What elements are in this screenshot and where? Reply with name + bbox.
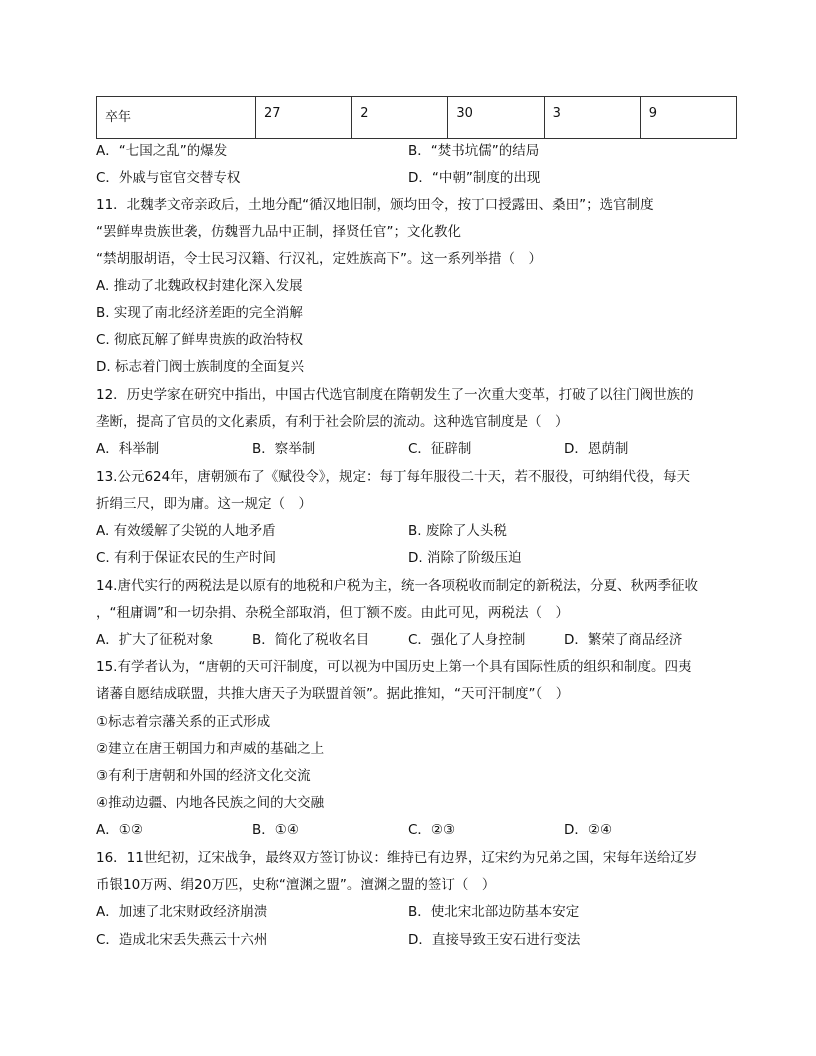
q13-stem-line: 折绢三尺，即为庸。这一规定（ ） [96, 496, 312, 512]
table-cell: 9 [640, 97, 736, 139]
q10-option-d[interactable]: D．“中朝”制度的出现 [408, 170, 541, 186]
q16-stem-line: 16．11世纪初，辽宋战争，最终双方签订协议：维持已有边界，辽宋约为兄弟之国，宋每年送给辽岁 [96, 850, 698, 866]
q12-option-b[interactable]: B．察举制 [252, 441, 316, 457]
q10-option-row [96, 141, 736, 161]
table-cell: 30 [448, 97, 544, 139]
q12-option-a[interactable]: A．科举制 [96, 441, 160, 457]
q12-option-row [96, 439, 736, 459]
q15-option-b[interactable]: B．①④ [252, 822, 299, 838]
q15-stem-line: 诸蕃自愿结成联盟，共推大唐天子为联盟首领”。据此推知，“天可汗制度”（ ） [96, 686, 570, 702]
q13-option-a[interactable]: A. 有效缓解了尖锐的人地矛盾 [96, 523, 276, 539]
q16-option-row [96, 930, 736, 950]
q14-option-row [96, 630, 736, 650]
table-row [97, 97, 737, 139]
q11-stem-line: “罢鲜卑贵族世袭，仿魏晋九品中正制，择贤任官”；文化教化 [96, 224, 461, 240]
q12-option-c[interactable]: C．征辟制 [408, 441, 472, 457]
q13-option-row [96, 548, 736, 568]
q15-statement: ④推动边疆、内地各民族之间的大交融 [96, 795, 325, 811]
q15-option-a[interactable]: A．①② [96, 822, 143, 838]
q15-option-c[interactable]: C．②③ [408, 822, 456, 838]
q11-option-c[interactable]: C. 彻底瓦解了鲜卑贵族的政治特权 [96, 332, 304, 348]
q16-stem-line: 币银10万两、绢20万匹，史称“澶渊之盟”。澶渊之盟的签订（ ） [96, 877, 496, 893]
q15-option-d[interactable]: D．②④ [564, 822, 613, 838]
q10-option-b[interactable]: B．“焚书坑儒”的结局 [408, 143, 540, 159]
q14-stem-line: ，“租庸调”和一切杂捐、杂税全部取消，但丁额不废。由此可见，两税法（ ） [96, 605, 569, 621]
q16-option-c[interactable]: C．造成北宋丢失燕云十六州 [96, 932, 268, 948]
table-cell: 27 [256, 97, 352, 139]
q13-option-row [96, 521, 736, 541]
q15-statement: ①标志着宗藩关系的正式形成 [96, 714, 271, 730]
q16-option-a[interactable]: A．加速了北宋财政经济崩溃 [96, 904, 268, 920]
q16-option-d[interactable]: D．直接导致王安石进行变法 [408, 932, 581, 948]
q15-stem-line: 15.有学者认为，“唐朝的天可汗制度，可以视为中国历史上第一个具有国际性质的组织和制度。四夷 [96, 659, 692, 675]
q12-stem-line: 垄断，提高了官员的文化素质，有利于社会阶层的流动。这种选官制度是（ ） [96, 414, 569, 430]
q11-option-b[interactable]: B. 实现了南北经济差距的完全消解 [96, 305, 303, 321]
q10-option-c[interactable]: C．外戚与宦官交替专权 [96, 170, 241, 186]
q14-option-d[interactable]: D．繁荣了商品经济 [564, 632, 683, 648]
table-cell: 3 [544, 97, 640, 139]
q16-option-b[interactable]: B．使北宋北部边防基本安定 [408, 904, 580, 920]
q16-option-row [96, 902, 736, 922]
q14-option-b[interactable]: B．简化了税收名目 [252, 632, 370, 648]
table-cell: 2 [352, 97, 448, 139]
q10-option-a[interactable]: A．“七国之乱”的爆发 [96, 143, 228, 159]
q13-stem-line: 13.公元624年，唐朝颁布了《赋役令》，规定：每丁每年服役二十天，若不服役，可纳绢代役，每天 [96, 469, 690, 485]
q13-option-d[interactable]: D. 消除了阶级压迫 [408, 550, 522, 566]
q11-stem-line: “禁胡服胡语，令士民习汉籍、行汉礼，定姓族高下”。这一系列举措（ ） [96, 251, 542, 267]
q11-stem-line: 11．北魏孝文帝亲政后，土地分配“循汉地旧制，颁均田令，按丁口授露田、桑田”；选官制度 [96, 197, 654, 213]
q14-option-a[interactable]: A．扩大了征税对象 [96, 632, 214, 648]
table-header-cell: 卒年 [97, 97, 256, 139]
q15-option-row [96, 820, 736, 840]
q14-stem-line: 14.唐代实行的两税法是以原有的地税和户税为主，统一各项税收而制定的新税法，分夏、秋两季征收 [96, 578, 698, 594]
q11-option-d[interactable]: D. 标志着门阀士族制度的全面复兴 [96, 359, 304, 375]
q15-statement: ②建立在唐王朝国力和声威的基础之上 [96, 741, 325, 757]
q10-option-row [96, 168, 736, 188]
q11-option-a[interactable]: A. 推动了北魏政权封建化深入发展 [96, 278, 303, 294]
q12-option-d[interactable]: D．恩荫制 [564, 441, 629, 457]
q13-option-b[interactable]: B. 废除了人头税 [408, 523, 507, 539]
q13-option-c[interactable]: C. 有利于保证农民的生产时间 [96, 550, 277, 566]
q15-statement: ③有利于唐朝和外国的经济文化交流 [96, 768, 311, 784]
q14-option-c[interactable]: C．强化了人身控制 [408, 632, 526, 648]
death-year-table [96, 96, 737, 139]
q12-stem-line: 12．历史学家在研究中指出，中国古代选官制度在隋朝发生了一次重大变革，打破了以往门阀世族的 [96, 387, 694, 403]
